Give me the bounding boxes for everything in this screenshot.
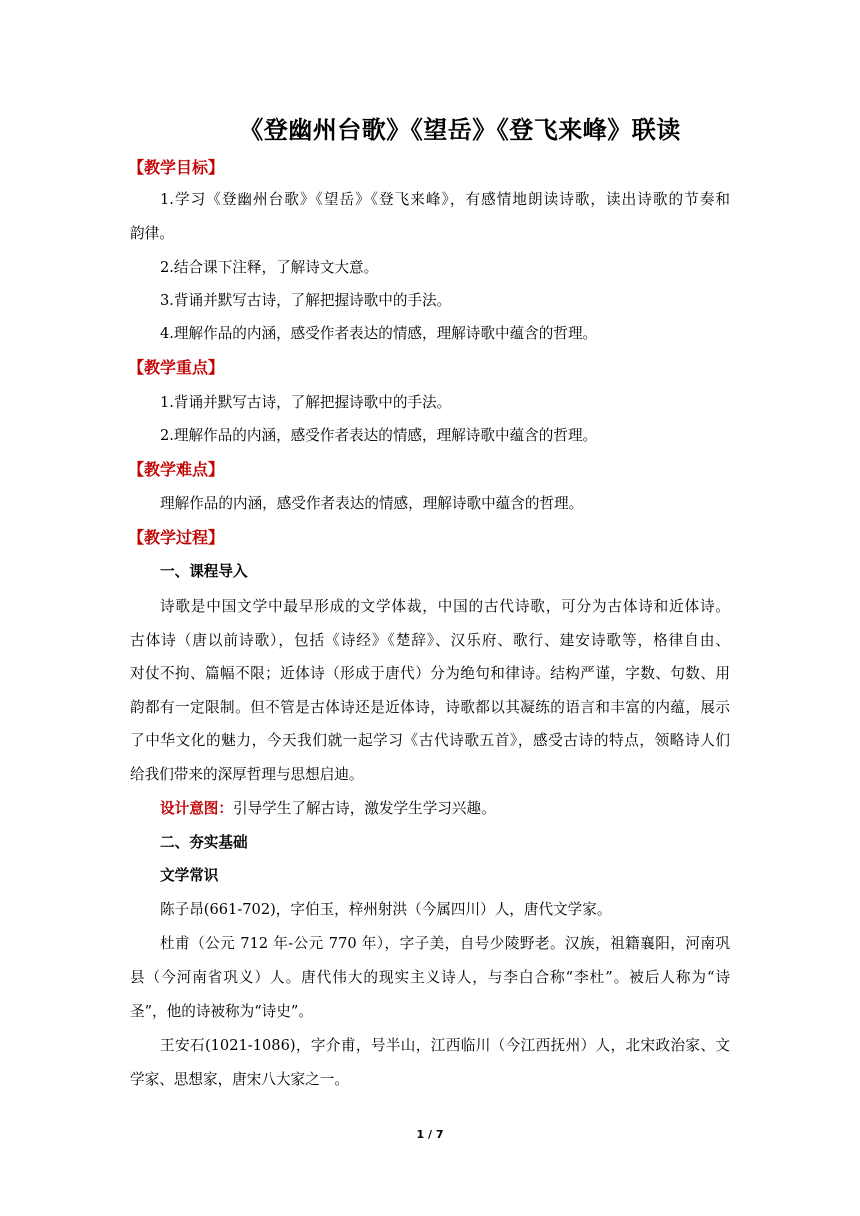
part-2-title: 二、夯实基础 <box>160 834 248 851</box>
design-intent-label: 设计意图： <box>160 800 233 817</box>
goal-item-3: 3.背诵并默写古诗，了解把握诗歌中的手法。 <box>160 292 452 309</box>
literary-knowledge-title: 文学常识 <box>160 867 219 884</box>
goal-item-1-line-1: 1.学习《登幽州台歌》《望岳》《登飞来峰》，有感情地朗读诗歌，读出诗歌的节奏和 <box>160 191 730 208</box>
wang-anshi-line-1: 王安石(1021-1086)，字介甫，号半山，江西临川（今江西抚州）人，北宋政治家、文 <box>160 1037 730 1054</box>
intro-line-1: 诗歌是中国文学中最早形成的文学体裁，中国的古代诗歌，可分为古体诗和近体诗。 <box>160 598 730 615</box>
key-point-item-1: 1.背诵并默写古诗，了解把握诗歌中的手法。 <box>160 394 452 411</box>
document-title: 《登幽州台歌》《望岳》《登飞来峰》联读 <box>239 116 681 144</box>
design-intent <box>160 799 496 819</box>
difficulties-heading: 【教学难点】 <box>128 460 225 479</box>
process-heading: 【教学过程】 <box>128 528 225 547</box>
goal-item-1-line-2: 韵律。 <box>130 225 174 242</box>
design-intent-text: 引导学生了解古诗，激发学生学习兴趣。 <box>232 800 496 817</box>
difficulties-text: 理解作品的内涵，感受作者表达的情感，理解诗歌中蕴含的哲理。 <box>160 495 584 512</box>
goal-item-2: 2.结合课下注释，了解诗文大意。 <box>160 259 379 276</box>
goals-heading: 【教学目标】 <box>128 158 225 177</box>
intro-line-5: 了中华文化的魅力，今天我们就一起学习《古代诗歌五首》，感受古诗的特点，领略诗人们 <box>130 732 730 749</box>
du-fu-line-3: 圣”，他的诗被称为“诗史”。 <box>130 1003 313 1020</box>
key-points-heading: 【教学重点】 <box>128 358 225 377</box>
part-1-title: 一、课程导入 <box>160 563 248 580</box>
intro-line-6: 给我们带来的深厚哲理与思想启迪。 <box>130 766 364 783</box>
intro-line-3: 对仗不拘、篇幅不限；近体诗（形成于唐代）分为绝句和律诗。结构严谨，字数、句数、用 <box>130 665 730 682</box>
key-point-item-2: 2.理解作品的内涵，感受作者表达的情感，理解诗歌中蕴含的哲理。 <box>160 427 598 444</box>
du-fu-line-2: 县（今河南省巩义）人。唐代伟大的现实主义诗人，与李白合称“李杜”。被后人称为“诗 <box>130 969 730 986</box>
du-fu-line-1: 杜甫（公元 712 年-公元 770 年），字子美，自号少陵野老。汉族，祖籍襄阳，河南巩 <box>160 935 730 952</box>
wang-anshi-line-2: 学家、思想家，唐宋八大家之一。 <box>130 1071 349 1088</box>
page-number: 1 / 7 <box>416 1128 444 1141</box>
goal-item-4: 4.理解作品的内涵，感受作者表达的情感，理解诗歌中蕴含的哲理。 <box>160 325 598 342</box>
intro-line-4: 韵都有一定限制。但不管是古体诗还是近体诗，诗歌都以其凝练的语言和丰富的内蕴，展示 <box>130 699 730 716</box>
intro-line-2: 古体诗（唐以前诗歌），包括《诗经》《楚辞》、汉乐府、歌行、建安诗歌等，格律自由、 <box>130 632 730 649</box>
chen-ziang-line: 陈子昂(661-702)，字伯玉，梓州射洪（今属四川）人，唐代文学家。 <box>160 901 612 918</box>
